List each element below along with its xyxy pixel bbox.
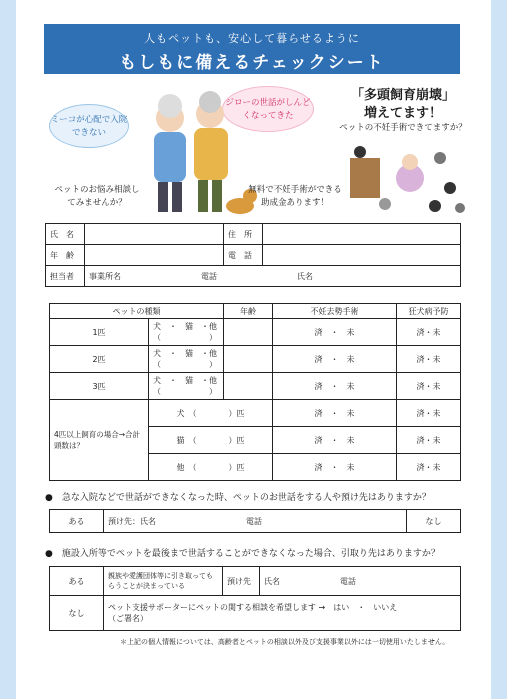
staff-row[interactable] (85, 266, 461, 287)
speech-bubble-left: ミーコが心配で入院できない (49, 104, 129, 148)
caretaker-table (49, 509, 461, 533)
label-age: 年 齢 (46, 245, 85, 266)
rabies-choice[interactable]: 済・未 (397, 400, 461, 427)
header-subtitle: 人もペットも、安心して暮らせるように (144, 32, 360, 45)
neuter-choice[interactable]: 済 ・ 未 (273, 427, 397, 454)
page-title: もしもに備えるチェックシート (119, 53, 385, 73)
neuter-choice[interactable]: 済 ・ 未 (273, 373, 397, 400)
rabies-choice[interactable]: 済・未 (397, 346, 461, 373)
field-name[interactable] (85, 224, 224, 245)
pet-age-field[interactable] (224, 319, 273, 346)
cats-hoarding-illustration (340, 138, 470, 218)
question-1: ● 急な入院などで世話ができなくなった時、ペットのお世話をする人や預け先はありますか？ (45, 493, 431, 503)
right-border (491, 0, 507, 699)
pet-type-choice[interactable]: 犬 ・ 猫 ・他（ ） (149, 373, 224, 400)
pet-table (49, 303, 461, 481)
header-neuter: 不妊去勢手術 (273, 304, 397, 319)
takeover-table (49, 566, 461, 631)
neuter-choice[interactable]: 済 ・ 未 (273, 400, 397, 427)
field-phone[interactable] (263, 245, 461, 266)
pet-type-choice[interactable]: 犬 ・ 猫 ・他（ ） (149, 346, 224, 373)
multi-dog-count[interactable]: 犬 （ ）匹 (149, 400, 273, 427)
pet-row-label: 2匹 (50, 346, 149, 373)
free-surgery-caption: 無料で不妊手術ができる助成金あります！ (248, 185, 342, 208)
caretaker-details[interactable] (104, 510, 407, 533)
support-question: ペット支援サポーターにペットの関する相談を希望します → はい ・ いいえ (108, 603, 398, 612)
option-no[interactable]: なし (407, 510, 461, 533)
multi-pet-label: 4匹以上飼育の場合→合計頭数は？ (50, 400, 149, 481)
table-row (50, 319, 461, 346)
multi-cat-count[interactable]: 猫 （ ）匹 (149, 427, 273, 454)
hoarding-title-2: 増えてます！ (363, 106, 442, 121)
speech-bubble-right: ジローの世話がしんどくなってきた (222, 86, 314, 132)
header-age: 年齢 (224, 304, 273, 319)
label-office: 事業所名 (89, 271, 121, 281)
field-age[interactable] (85, 245, 224, 266)
page-header (44, 24, 460, 74)
rabies-choice[interactable]: 済・未 (397, 373, 461, 400)
hoarding-title-1: 「多頭飼育崩壊」 (350, 88, 455, 103)
rabies-choice[interactable]: 済・未 (397, 319, 461, 346)
neuter-choice[interactable]: 済 ・ 未 (273, 346, 397, 373)
option-yes[interactable]: ある (50, 510, 104, 533)
table-row (50, 346, 461, 373)
label-dest-phone: 電話 (246, 516, 262, 526)
table-row (50, 400, 461, 427)
label-address: 住 所 (224, 224, 263, 245)
label-dest: 預け先 (223, 567, 260, 596)
takeover-details[interactable] (260, 567, 461, 596)
table-row (50, 373, 461, 400)
owner-info-table (45, 223, 461, 287)
rabies-choice[interactable]: 済・未 (397, 427, 461, 454)
pet-row-label: 3匹 (50, 373, 149, 400)
support-request[interactable] (104, 596, 461, 631)
neuter-choice[interactable]: 済 ・ 未 (273, 319, 397, 346)
field-address[interactable] (263, 224, 461, 245)
header-rabies: 狂犬病予防 (397, 304, 461, 319)
elderly-couple-illustration (140, 88, 260, 218)
option-no[interactable]: なし (50, 596, 104, 631)
label-takeover-name: 氏名 (264, 576, 280, 586)
relatives-note: 親族や愛護団体等に引き取ってもらうことが決まっている (104, 567, 223, 596)
label-dest-name: 預け先：氏名 (108, 516, 156, 526)
rabies-choice[interactable]: 済・未 (397, 454, 461, 481)
multi-other-count[interactable]: 他 （ ）匹 (149, 454, 273, 481)
label-phone: 電 話 (224, 245, 263, 266)
label-takeover-phone: 電話 (340, 576, 356, 586)
option-yes[interactable]: ある (50, 567, 104, 596)
neuter-choice[interactable]: 済 ・ 未 (273, 454, 397, 481)
label-name: 氏 名 (46, 224, 85, 245)
label-staff-phone: 電話 (201, 271, 217, 281)
consult-caption: ペットのお悩み相談してみませんか？ (54, 185, 140, 208)
pet-type-choice[interactable]: 犬 ・ 猫 ・他（ ） (149, 319, 224, 346)
pet-age-field[interactable] (224, 346, 273, 373)
question-2: ● 施設入所等でペットを最後まで世話することができなくなった場合、引取り先はありますか？ (45, 549, 440, 559)
label-staff-name: 氏名 (297, 271, 313, 281)
label-staff: 担当者 (46, 266, 85, 287)
pet-row-label: 1匹 (50, 319, 149, 346)
privacy-note: ＊上記の個人情報については、高齢者とペットの相談以外及び支援事業以外には一切使用いたしません。 (120, 638, 450, 646)
hoarding-question: ペットの不妊手術できてますか？ (339, 123, 467, 133)
signature-label: （ご署名） (108, 614, 148, 623)
left-border (0, 0, 16, 699)
pet-age-field[interactable] (224, 373, 273, 400)
header-pet-type: ペットの種類 (50, 304, 224, 319)
